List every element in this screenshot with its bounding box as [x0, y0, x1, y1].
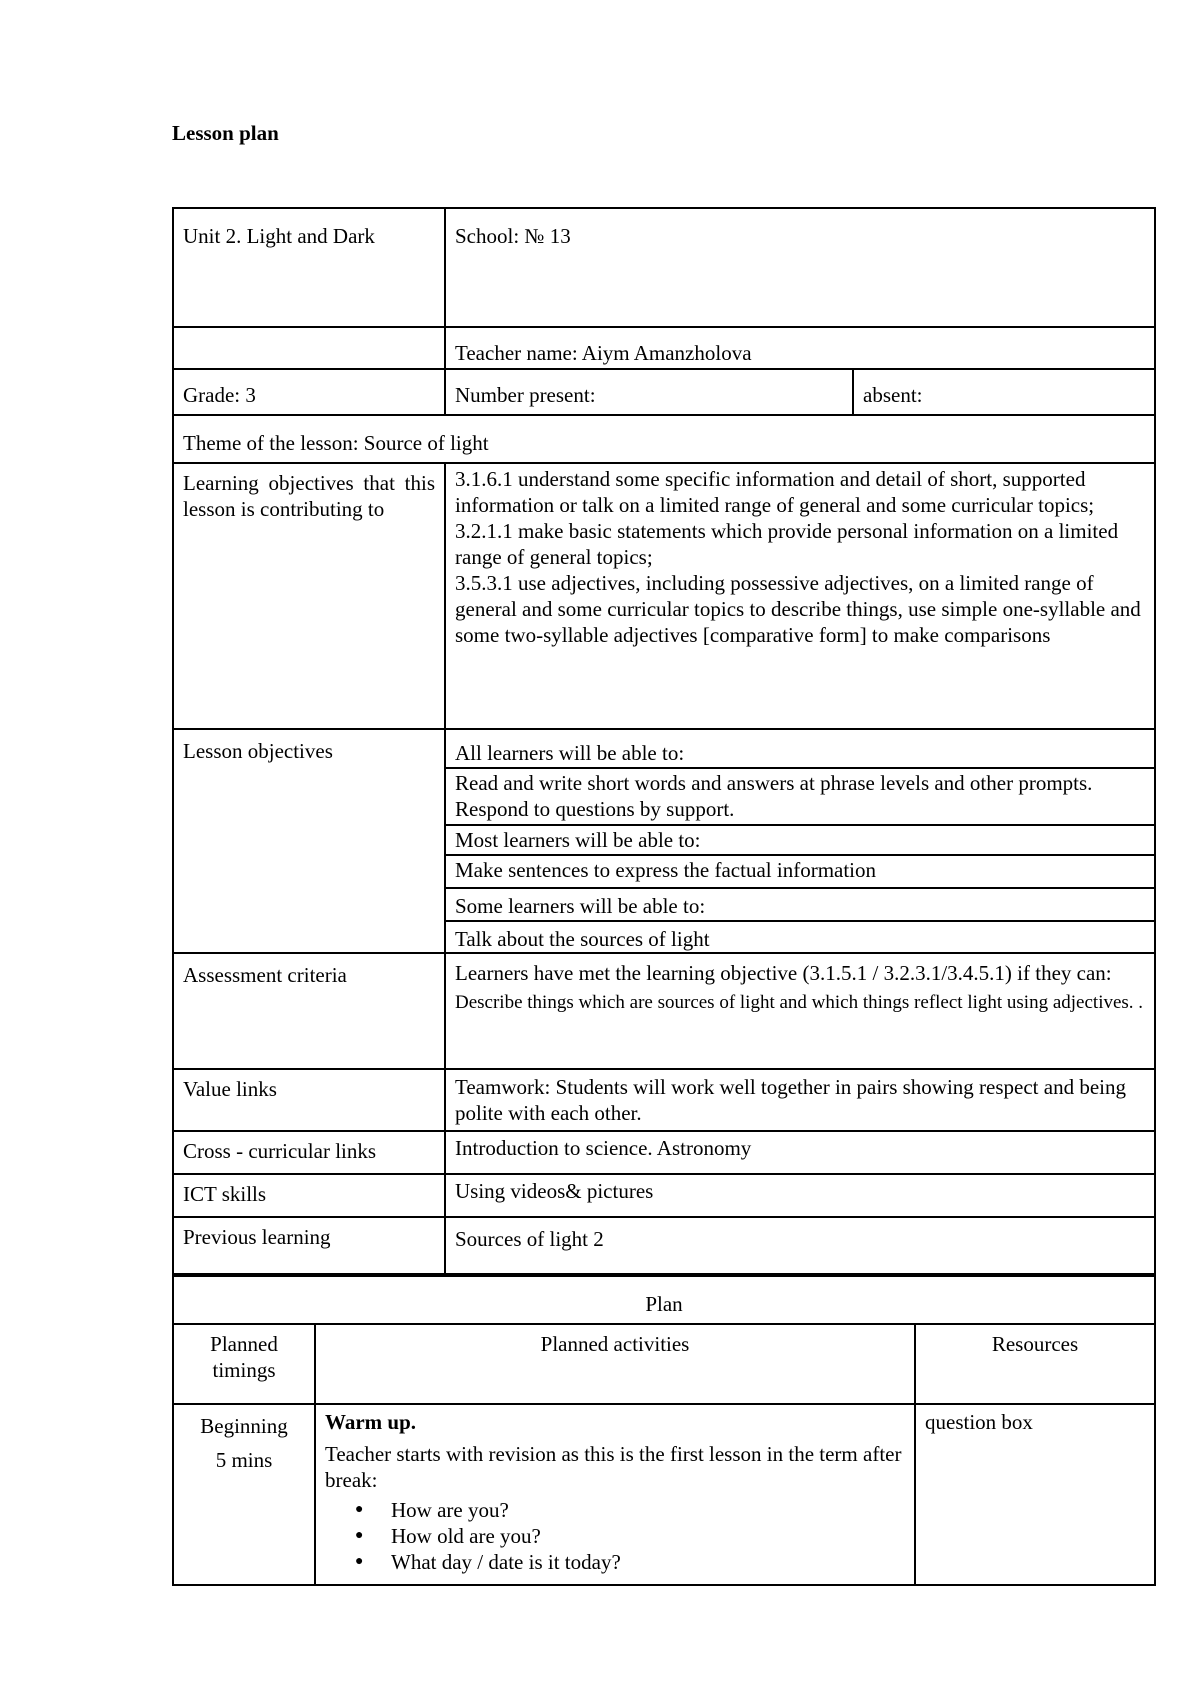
timing-stage: Beginning: [200, 1414, 288, 1438]
absent-text: absent:: [863, 383, 923, 407]
timing-mins: 5 mins: [215, 1448, 273, 1472]
lesson-objectives-cell: [445, 729, 1155, 953]
timings-header-cell: [173, 1324, 315, 1404]
unit-cell: [173, 208, 445, 327]
value-links-text: Teamwork: Students will work well together in pairs showing respect and being polite with each other.: [455, 1075, 1126, 1125]
assessment-detail-text: Describe things which are sources of light and which things reflect light using adjectives. .: [455, 992, 1144, 1013]
resources-cell: [915, 1404, 1155, 1585]
empty-cell: [173, 327, 445, 369]
plan-heading-cell: [173, 1276, 1155, 1324]
resources-text: question box: [925, 1410, 1033, 1434]
question-item: ● How old are you?: [391, 1523, 905, 1549]
lesson-objective-item: Most learners will be able to:: [446, 826, 1154, 856]
cross-curricular-label: Cross - curricular links: [183, 1139, 377, 1163]
ict-cell: [445, 1174, 1155, 1217]
page-title: Lesson plan: [172, 121, 279, 145]
previous-text: Sources of light 2: [455, 1227, 604, 1251]
learning-objective-item: 3.5.3.1 use adjectives, including possessive adjectives, on a limited range of general and some curricular topics to describe things, use simple one-syllable and some two-syllable adjectives [comparative form] to make comparisons: [455, 571, 1141, 647]
activity-text: Teacher starts with revision as this is the first lesson in the term after break:: [325, 1442, 902, 1492]
previous-label-cell: [173, 1217, 445, 1274]
theme-text: Theme of the lesson: Source of light: [183, 431, 489, 455]
absent-cell: [853, 369, 1155, 415]
lesson-info-table: [172, 207, 1156, 1275]
assessment-main-text: Learners have met the learning objective (3.1.5.1 / 3.2.3.1/3.4.5.1) if they can:: [455, 961, 1112, 985]
question-item: ● How are you?: [391, 1497, 905, 1523]
number-present-text: Number present:: [455, 383, 596, 407]
ict-label-cell: [173, 1174, 445, 1217]
lesson-objectives-list: [446, 730, 1154, 952]
learning-objective-item: 3.1.6.1 understand some specific information and detail of short, supported information or talk on a limited range of general and some curricular topics;: [455, 467, 1095, 517]
previous-cell: [445, 1217, 1155, 1274]
learning-objectives-label: Learning objectives that this lesson is contributing to: [183, 471, 435, 521]
lesson-objectives-label: Lesson objectives: [183, 739, 333, 763]
lesson-objective-item: Make sentences to express the factual information: [446, 856, 1154, 889]
cross-curricular-cell: [445, 1131, 1155, 1174]
assessment-label: Assessment criteria: [183, 963, 347, 987]
number-present-cell: [445, 369, 853, 415]
learning-objectives-label-cell: [173, 463, 445, 729]
ict-label: ICT skills: [183, 1182, 267, 1206]
learning-objectives-list: [446, 464, 1154, 648]
learning-objectives-cell: [445, 463, 1155, 729]
theme-cell: [173, 415, 1155, 463]
activity-title: Warm up.: [325, 1410, 417, 1434]
unit-text: Unit 2. Light and Dark: [183, 224, 375, 248]
question-item: ● What day / date is it today?: [391, 1549, 905, 1575]
school-cell: [445, 208, 1155, 327]
cross-curricular-text: Introduction to science. Astronomy: [455, 1136, 752, 1160]
resources-header-cell: [915, 1324, 1155, 1404]
value-links-label: Value links: [183, 1077, 277, 1101]
lesson-objective-item: Some learners will be able to:: [446, 889, 1154, 922]
previous-label: Previous learning: [183, 1225, 331, 1249]
activities-header: Planned activities: [540, 1332, 690, 1356]
plan-table: [172, 1275, 1156, 1586]
teacher-text: Teacher name: Aiym Amanzholova: [455, 341, 752, 365]
grade-text: Grade: 3: [183, 383, 256, 407]
value-links-cell: [445, 1069, 1155, 1131]
lesson-objective-item: Talk about the sources of light: [455, 927, 710, 951]
lesson-objective-item: Read and write short words and answers at phrase levels and other prompts. Respond to questions by support.: [446, 769, 1154, 826]
plan-heading: Plan: [645, 1292, 683, 1316]
cross-curricular-label-cell: [173, 1131, 445, 1174]
activities-header-cell: [315, 1324, 915, 1404]
school-text: School: № 13: [455, 224, 571, 248]
teacher-cell: [445, 327, 1155, 369]
resources-header: Resources: [991, 1332, 1079, 1356]
lesson-objective-item: All learners will be able to:: [446, 736, 1154, 769]
assessment-cell: [445, 953, 1155, 1069]
grade-cell: [173, 369, 445, 415]
timing-cell: [173, 1404, 315, 1585]
ict-text: Using videos& pictures: [455, 1179, 654, 1203]
question-list: [325, 1497, 905, 1575]
timings-header: Planned timings: [210, 1332, 278, 1382]
value-links-label-cell: [173, 1069, 445, 1131]
learning-objective-item: 3.2.1.1 make basic statements which provide personal information on a limited range of general topics;: [455, 519, 1119, 569]
assessment-label-cell: [173, 953, 445, 1069]
activity-cell: [315, 1404, 915, 1585]
lesson-objectives-label-cell: [173, 729, 445, 953]
